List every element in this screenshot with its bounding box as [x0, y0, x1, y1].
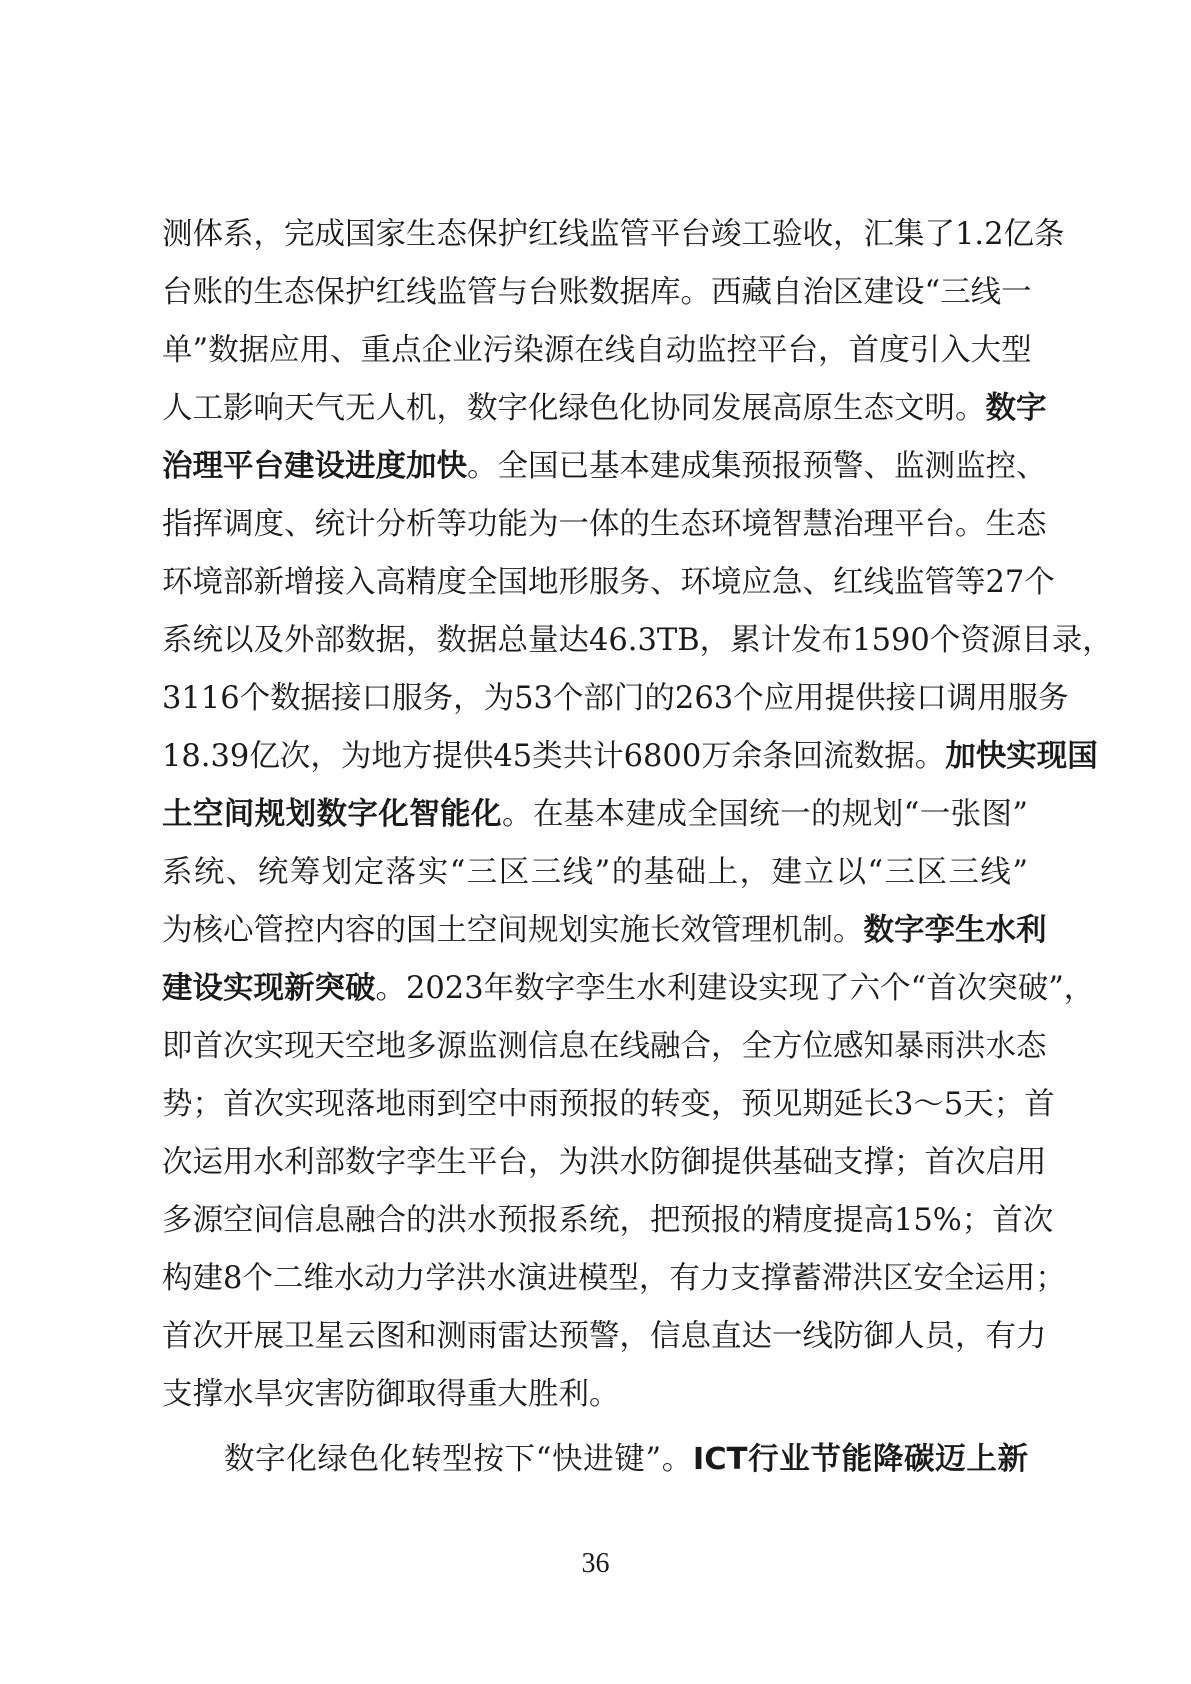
bold-heading-segment: 行业节能降碳迈上新: [747, 1442, 1029, 1477]
text-line: 势；首次实现落地雨到空中雨预报的转变，预见期延长3～5天；首: [162, 1087, 1055, 1122]
text-segment: 。全国已基本建成集预报预警、监测监控、: [467, 449, 1047, 484]
bold-heading-segment: 数字孪生水利: [863, 913, 1047, 948]
text-line: [162, 902, 1047, 960]
text-line: [162, 960, 1095, 1018]
text-line: 系统、统筹划定落实“三区三线”的基础上，建立以“三区三线”: [162, 855, 1028, 890]
text-segment: 为核心管控内容的国土空间规划实施长效管理机制。: [162, 913, 864, 948]
bold-heading-segment: 加快实现国: [945, 739, 1098, 774]
text-line: 多源空间信息融合的洪水预报系统，把预报的精度提高15%；首次: [162, 1203, 1054, 1238]
text-line: [162, 438, 1047, 496]
text-segment: 人工影响天气无人机，数字化绿色化协同发展高原生态文明。: [162, 391, 986, 426]
text-line: 即首次实现天空地多源监测信息在线融合，全方位感知暴雨洪水态: [162, 1029, 1047, 1064]
text-line: 系统以及外部数据，数据总量达46.3TB，累计发布1590个资源目录，: [162, 623, 1113, 658]
text-segment: 数字化绿色化转型按下“快进键”。: [224, 1442, 693, 1477]
text-line: 首次开展卫星云图和测雨雷达预警，信息直达一线防御人员，有力: [162, 1319, 1047, 1354]
text-line: 支撑水旱灾害防御取得重大胜利。: [162, 1377, 620, 1412]
text-segment: 。2023年数字孪生水利建设实现了六个“首次突破”，: [375, 971, 1095, 1006]
text-line: 环境部新增接入高精度全国地形服务、环境应急、红线监管等27个: [162, 565, 1055, 600]
body-text: [162, 206, 1113, 1489]
bold-heading-segment: 治理平台建设进度加快: [162, 449, 467, 484]
bold-heading-segment: 数字: [985, 391, 1047, 426]
text-line: 台账的生态保护红线监管与台账数据库。西藏自治区建设“三线一: [162, 275, 1032, 310]
page-number: 36: [581, 1548, 610, 1579]
text-line: 单”数据应用、重点企业污染源在线自动监控平台，首度引入大型: [162, 333, 1032, 368]
text-line: 指挥调度、统计分析等功能为一体的生态环境智慧治理平台。生态: [162, 507, 1047, 542]
text-line: [162, 728, 1098, 786]
bold-heading-segment: 土空间规划数字化智能化: [162, 797, 502, 832]
text-line: [162, 380, 1047, 438]
text-line: 构建8个二维水动力学洪水演进模型，有力支撑蓄滞洪区安全运用；: [162, 1261, 1066, 1296]
text-segment: 18.39亿次，为地方提供45类共计6800万余条回流数据。: [162, 739, 946, 774]
text-line: 次运用水利部数字孪生平台，为洪水防御提供基础支撑；首次启用: [162, 1145, 1047, 1180]
text-line: [162, 1431, 1028, 1489]
text-line: 测体系，完成国家生态保护红线监管平台竣工验收，汇集了1.2亿条: [162, 217, 1065, 252]
bold-heading-segment: 建设实现新突破: [162, 971, 376, 1006]
text-line: 3116个数据接口服务，为53个部门的263个应用提供接口调用服务: [162, 681, 1069, 716]
text-segment: 。在基本建成全国统一的规划“一张图”: [501, 797, 1029, 832]
bold-heading-segment: ICT: [692, 1442, 748, 1477]
text-line: [162, 786, 1028, 844]
